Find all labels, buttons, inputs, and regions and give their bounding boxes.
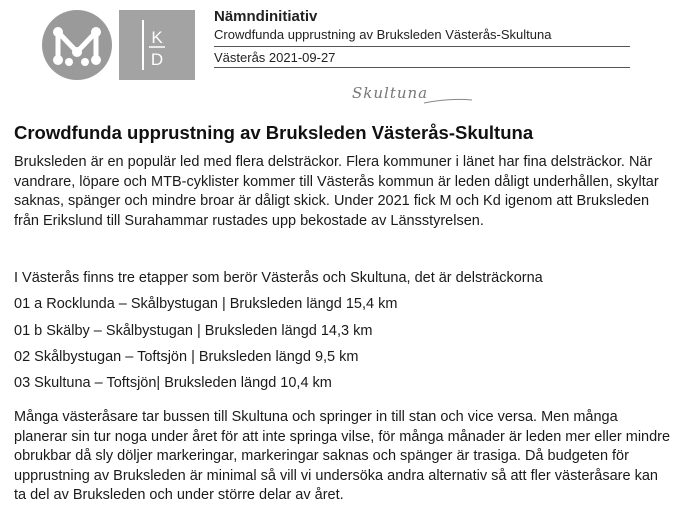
stage-item: 02 Skålbystugan – Toftsjön | Bruksleden längd 9,5 km	[14, 349, 359, 365]
document-title: Crowdfunda upprustning av Bruksleden Västerås-Skultuna	[14, 122, 534, 143]
document-kind: Nämndinitiativ	[214, 8, 318, 25]
stage-item: 01 b Skälby – Skålbystugan | Bruksleden längd 14,3 km	[14, 323, 373, 339]
stage-item: 03 Skultuna – Toftsjön| Bruksleden längd 10,4 km	[14, 375, 332, 391]
handwritten-underline	[352, 84, 482, 108]
stages-intro: I Västerås finns tre etapper som berör Västerås och Skultuna, det är delsträckorna	[14, 270, 543, 286]
intro-paragraph: Bruksleden är en populär led med flera delsträckor. Flera kommuner i länet har fina delsträckor. När vandrare, löpare och MTB-cyklister kommer till Västerås kommun är leden dåligt underhållen, skyltar saknas, spänger och mindre broar är dåligt skick. Under 2021 fick M och Kd igenom att Bruksleden från Erikslund till Surahammar rustades upp bekostade av Länsstyrelsen.	[14, 154, 659, 229]
kd-logo-graphic	[119, 10, 195, 80]
place-date: Västerås 2021-09-27	[214, 47, 630, 68]
m-logo-graphic	[42, 10, 112, 80]
handwritten-note	[352, 84, 428, 102]
stage-item: 01 a Rocklunda – Skålbystugan | Bruksleden längd 15,4 km	[14, 296, 398, 312]
closing-paragraph: Många västeråsare tar bussen till Skultuna och springer in till stan och vice versa. Men många planerar sin tur noga under året för att inte springa vilse, för många månader är leden mer eller mindre obrukbar då sly döljer markeringar, markeringar saknas och spänger är trasiga. Då budgeten för upprustning av Bruksleden är minimal så vill vi undersöka andra alternativ så att fler västeråsare kan ta del av Bruksleden och under större delar av året.	[14, 409, 671, 503]
header-subject: Crowdfunda upprustning av Bruksleden Västerås-Skultuna	[214, 26, 630, 47]
kd-letter-k: K	[151, 28, 163, 47]
kd-letter-d: D	[150, 50, 164, 69]
moderaterna-logo-icon	[42, 10, 112, 80]
kristdemokraterna-logo-icon	[119, 10, 195, 80]
document-header	[214, 8, 630, 68]
handwritten-text: Skultuna	[352, 84, 429, 102]
